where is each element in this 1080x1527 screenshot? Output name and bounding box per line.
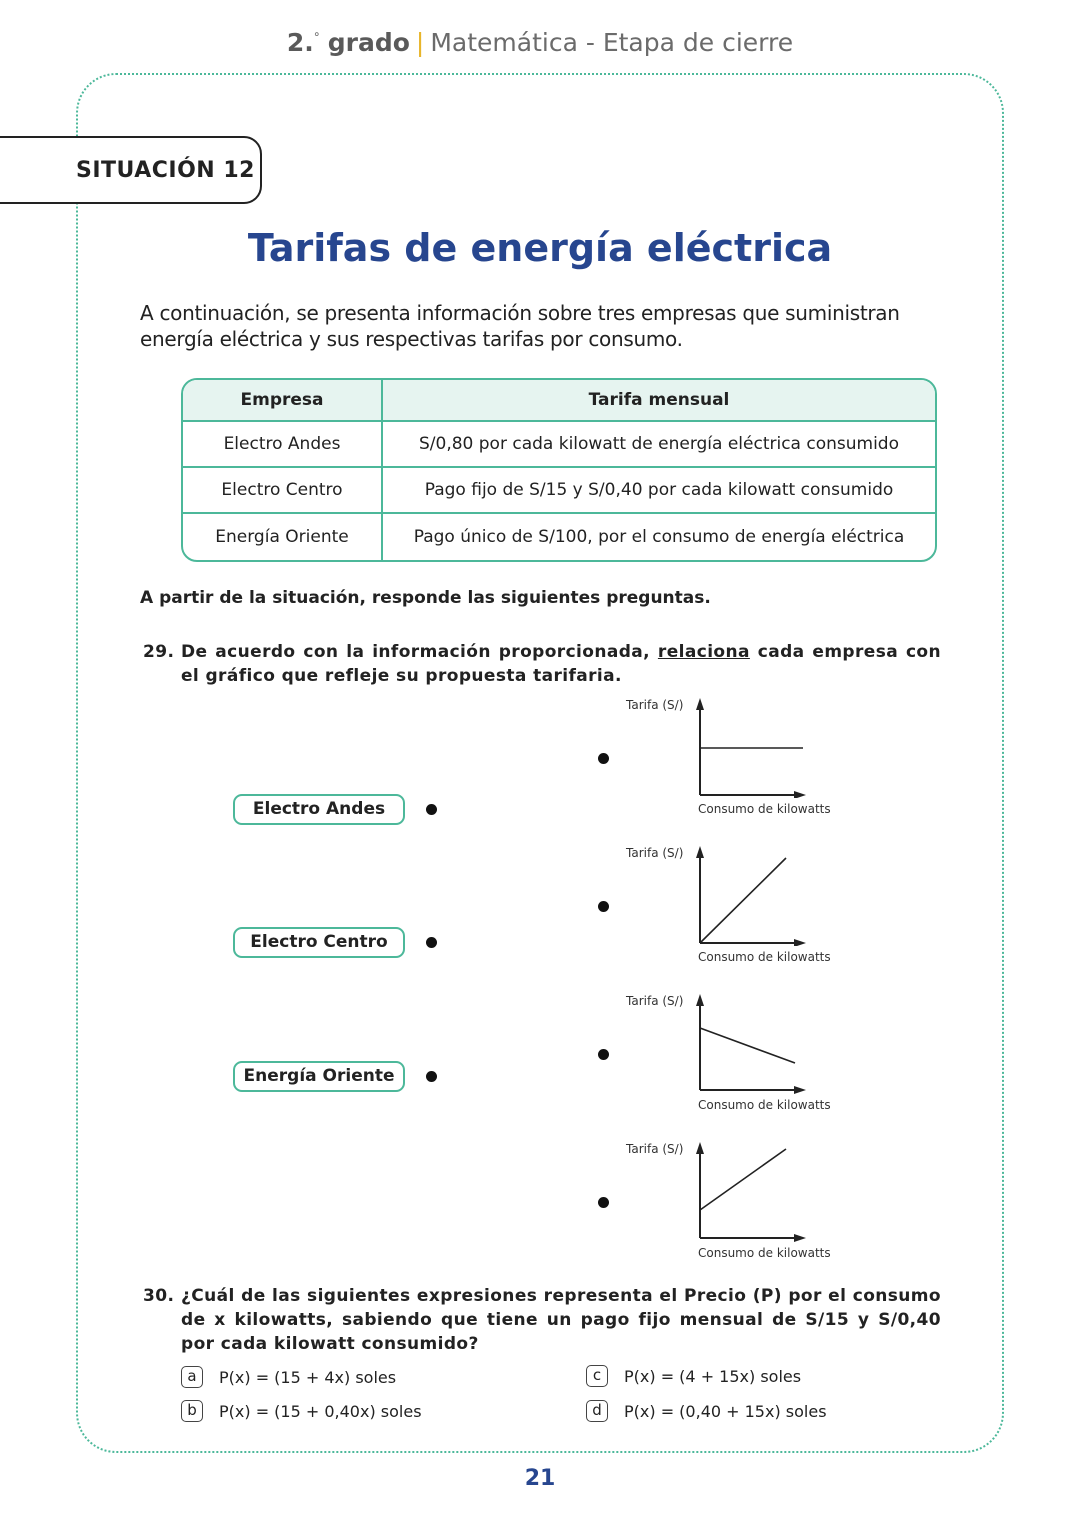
y-axis-label: Tarifa (S/) (626, 698, 684, 712)
question-number: 29. (143, 642, 175, 662)
page-header (0, 28, 1080, 57)
graph-line (700, 858, 786, 943)
cell: Pago fijo de S/15 y S/0,40 por cada kilowatt consumido (383, 468, 935, 514)
match-dot-right[interactable] (598, 901, 609, 912)
match-dot-right[interactable] (598, 1197, 609, 1208)
graph-line (700, 1149, 786, 1210)
table-header-row (183, 380, 935, 422)
y-axis-label: Tarifa (S/) (626, 994, 684, 1008)
option-letter: d (586, 1400, 608, 1422)
instruction: A partir de la situación, responde las siguientes preguntas. (140, 588, 711, 608)
match-dot-right[interactable] (598, 753, 609, 764)
x-axis-label: Consumo de kilowatts (698, 1098, 831, 1112)
x-axis-label: Consumo de kilowatts (698, 802, 831, 816)
keyword: relaciona (657, 642, 750, 662)
graph-axes (696, 1142, 816, 1242)
header-cell: Tarifa mensual (383, 380, 935, 422)
cell: Energía Oriente (183, 514, 383, 560)
header-divider: | (415, 28, 425, 57)
option-b[interactable] (181, 1400, 422, 1422)
graph-constant (626, 698, 846, 818)
option-letter: a (181, 1366, 203, 1388)
match-dot-right[interactable] (598, 1049, 609, 1060)
intro-text: A continuación, se presenta información sobre tres empresas que suministran energía eléctrica y sus respectivas tarifas por consumo. (140, 301, 900, 351)
option-text: P(x) = (15 + 4x) soles (219, 1367, 397, 1387)
match-dot-left[interactable] (426, 1071, 437, 1082)
company-electro-andes[interactable]: Electro Andes (233, 794, 405, 825)
question-30 (143, 1284, 941, 1356)
question-text: De acuerdo con la información proporcionada, (181, 642, 651, 662)
question-text: ¿Cuál de las siguientes expresiones representa el Precio (P) por el consumo de x kilowatts, sabiendo que tiene un pago fijo mensual de S/15 y S/0,40 por cada kilowatt consumido? (181, 1286, 941, 1354)
cell: Pago único de S/100, por el consumo de energía eléctrica (413, 527, 905, 547)
option-c[interactable] (586, 1365, 801, 1387)
graph-line (700, 1028, 795, 1063)
option-text: P(x) = (15 + 0,40x) soles (219, 1401, 422, 1421)
option-text: P(x) = (0,40 + 15x) soles (624, 1401, 827, 1421)
question-29 (143, 640, 941, 688)
graph-proportional (626, 846, 846, 966)
option-letter: b (181, 1400, 203, 1422)
cell: Electro Centro (183, 468, 383, 514)
table-row (183, 468, 935, 514)
graph-axes (696, 994, 816, 1094)
match-dot-left[interactable] (426, 804, 437, 815)
graph-axes (696, 698, 816, 798)
company-energia-oriente[interactable]: Energía Oriente (233, 1061, 405, 1092)
subject: Matemática - Etapa de cierre (430, 28, 794, 57)
content-frame (76, 73, 1004, 1453)
situation-tag: SITUACIÓN 12 (0, 136, 262, 204)
option-letter: c (586, 1365, 608, 1387)
tariff-table (181, 378, 937, 562)
graph-axes (696, 846, 816, 946)
y-axis-label: Tarifa (S/) (626, 846, 684, 860)
grade-number: 2. (286, 28, 314, 57)
table-row (183, 514, 935, 560)
x-axis-label: Consumo de kilowatts (698, 950, 831, 964)
cell: S/0,80 por cada kilowatt de energía eléctrica consumido (383, 422, 935, 468)
grade-label: grado (327, 28, 410, 57)
company-electro-centro[interactable]: Electro Centro (233, 927, 405, 958)
option-text: P(x) = (4 + 15x) soles (624, 1366, 802, 1386)
question-text: cada empresa con el gráfico que refleje su propuesta tarifaria. (181, 642, 942, 686)
x-axis-label: Consumo de kilowatts (698, 1246, 831, 1260)
page-title: Tarifas de energía eléctrica (247, 226, 833, 270)
header-cell: Empresa (183, 380, 383, 422)
option-d[interactable] (586, 1400, 827, 1422)
graph-linear-intercept (626, 1142, 846, 1262)
degree-symbol: ° (313, 30, 320, 45)
option-a[interactable] (181, 1366, 396, 1388)
question-number: 30. (143, 1286, 175, 1306)
page-number: 21 (524, 1466, 556, 1491)
table-row (183, 422, 935, 468)
y-axis-label: Tarifa (S/) (626, 1142, 684, 1156)
match-dot-left[interactable] (426, 937, 437, 948)
graph-decreasing (626, 994, 846, 1114)
cell: Electro Andes (183, 422, 383, 468)
